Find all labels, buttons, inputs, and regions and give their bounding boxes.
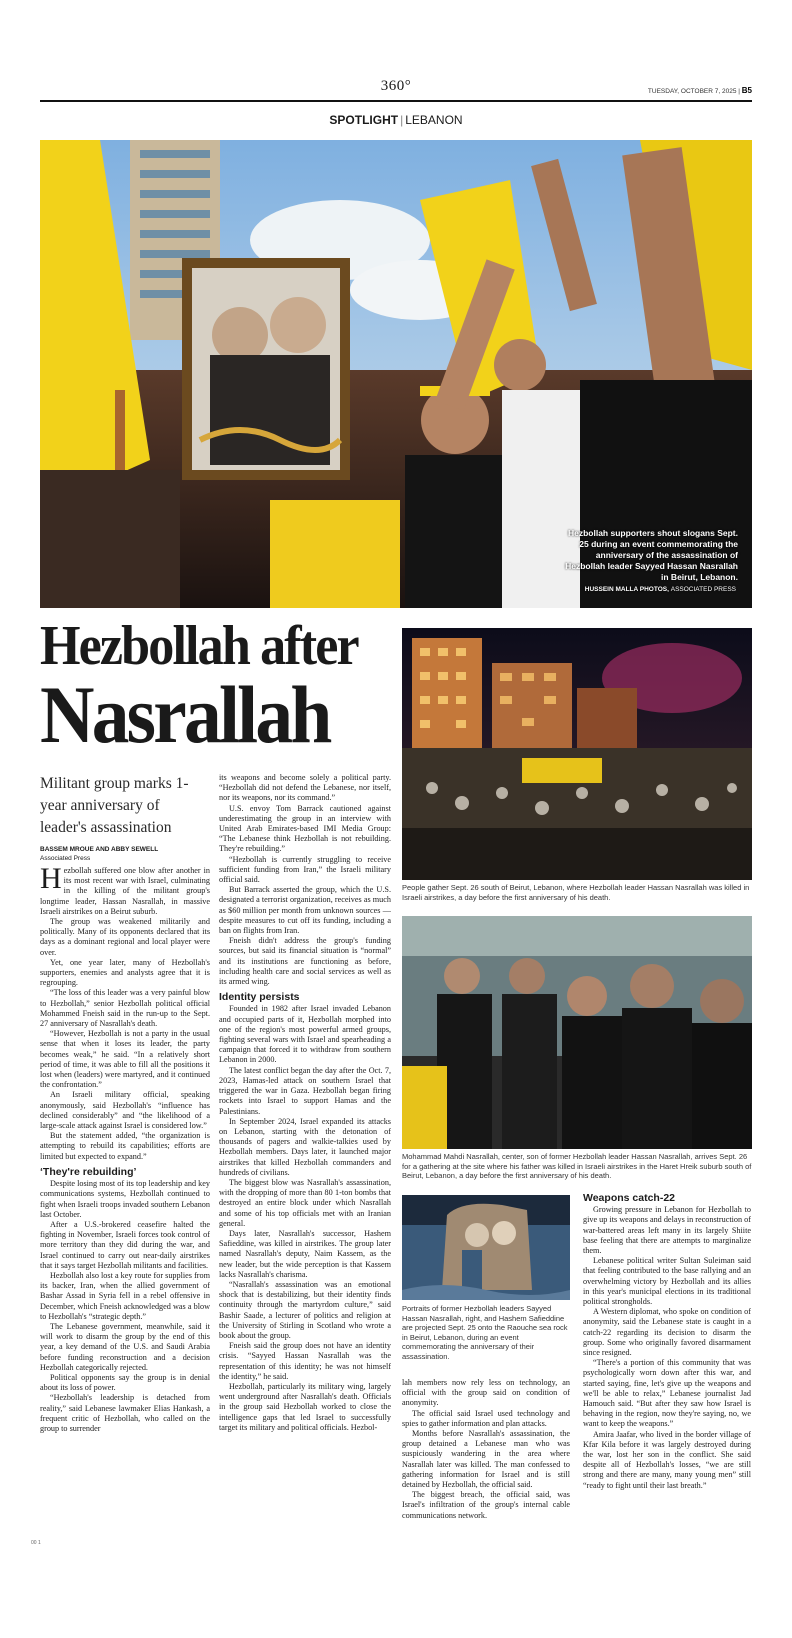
lead-paragraph-text: ezbollah suffered one blow after another in its most recent war with Israel, culminating in the killing of the militant group's longtime leader, Hassan Nasrallah, in massive Israeli airstrikes on a Beirut suburb. [40, 866, 210, 916]
article-paragraph: The biggest blow was Nasrallah's assassination, with the dropping of more than 80 1-ton bombs that destroyed an entire block under which Nasrallah and some of his top officials met with an Iranian general. [219, 1177, 391, 1228]
page-folio: 360° [380, 78, 412, 94]
dateline-divider: | [738, 88, 740, 95]
article-paragraph: Lebanese political writer Sultan Suleiman said that feeling contributed to the base rallying and an overwhelming victory by Hezbollah and its allies in this year's municipal elections in its traditional political strongholds. [583, 1256, 751, 1307]
article-paragraph: “There's a portion of this community that was psychologically worn down after this war, and started saying, fine, let's give up the weapons and we'll be able to relax,” Lebanese journalist Jad Hamouch said. “But after they saw how Israel is behaving in the region, now they're saying, no, we want to keep the weapons.” [583, 1358, 751, 1429]
article-paragraph: But Barrack asserted the group, which the U.S. designated a terrorist organization, receives as much as $60 million per month from unknown sources — despite measures to cut off its funding, including a ban on flights from Iran. [219, 885, 391, 936]
article-paragraph: Founded in 1982 after Israel invaded Lebanon and occupied parts of it, Hezbollah morphed into one of the region's most powerful armed groups, fighting several wars with Israel and spearheading a campaign that forced it to withdraw from southern Lebanon in 2000. [219, 1004, 391, 1065]
photo-son-arrives [402, 916, 752, 1149]
headline-line-1: Hezbollah after [40, 615, 358, 677]
article-paragraph: The latest conflict began the day after the Oct. 7, 2023, Hamas-led attack on southern Israel that triggered the war in Gaza. Hezbollah began firing rockets into Israel to support Hamas and the Palestinians. [219, 1065, 391, 1116]
photo-raouche-rock [402, 1195, 570, 1300]
subhead-rebuilding: ‘They're rebuilding’ [40, 1165, 137, 1178]
article-column-2 [219, 773, 391, 1542]
photo-credit-org: ASSOCIATED PRESS [670, 586, 736, 593]
article-paragraph: But the statement added, “the organization is attempting to rebuild its capabilities; efforts are limited but expected to expand.” [40, 1131, 210, 1161]
article-column-4 [583, 1193, 751, 1542]
subhead-identity: Identity persists [219, 991, 300, 1004]
article-paragraph: “Hezbollah's leadership is detached from reality,” said Lebanese lawmaker Elias Hankash, a frequent critic of Hezbollah, who called on the group to surrender [40, 1393, 210, 1433]
page-number: B5 [741, 86, 752, 95]
article-paragraph: Fneish said the group does not have an identity crisis. “Sayyed Hassan Nasrallah was the representation of this identity; he was not himself the identity,” he said. [219, 1341, 391, 1381]
article-paragraph: Hezbollah, particularly its military wing, largely went underground after Nasrallah's death. Officials in the group said Hezbollah worked to close the intelligence gaps that led Israel to successfully target its military and political officials. Hezbol- [219, 1381, 391, 1432]
article-paragraph: “Hezbollah is currently struggling to receive sufficient funding from Iran,” the Israeli military official said. [219, 854, 391, 885]
article-column-3 [402, 1378, 570, 1542]
section-label [0, 113, 792, 127]
article-paragraph [40, 866, 210, 917]
photo-caption-4: Portraits of former Hezbollah leaders Sayyed Hassan Nasrallah, right, and Hashem Safieddine are projected Sept. 25 onto the Raouche sea rock in Beirut, Lebanon, during an event commemorating the anniversary of their assassination. [402, 1304, 568, 1361]
photo-caption-3: Mohammad Mahdi Nasrallah, center, son of former Hezbollah leader Hassan Nasrallah, arrives Sept. 26 for a gathering at the site where his father was killed in Israeli airstrikes in the Haret Hreik suburb south of Beirut, Lebanon, a day before the first anniversary of his death. [402, 1152, 752, 1180]
article-paragraph: “The loss of this leader was a very painful blow to Hezbollah,” senior Hezbollah political official Mohammed Fneish said in the run-up to the Sept. 27 anniversary of Nasrallah's death. [40, 988, 210, 1029]
section-divider: | [400, 113, 404, 127]
article-paragraph: The Lebanese government, meanwhile, said it will work to disarm the group by the end of this year, a key demand of the U.S. and Saudi Arabia before funding reconstruction and a decision Hezbollah categorically rejected. [40, 1321, 210, 1372]
byline-org: Associated Press [40, 854, 91, 862]
photo-credit-name: HUSSEIN MALLA PHOTOS, [584, 586, 669, 593]
article-column-1 [40, 866, 210, 1542]
section-sub: LEBANON [405, 113, 463, 127]
subhead-weapons: Weapons catch-22 [583, 1193, 676, 1204]
article-paragraph: An Israeli military official, speaking anonymously, said Hezbollah's “influence has declined considerably” and “the likelihood of a large-scale attack against Israel is considered low.” [40, 1090, 210, 1131]
headline-line-2: Nasrallah [40, 669, 330, 760]
article-paragraph: The official said Israel used technology and spies to gather information and plan attacks. [402, 1408, 570, 1428]
article-paragraph: Political opponents say the group is in denial about its loss of power. [40, 1372, 210, 1393]
hero-credit [585, 586, 736, 593]
margin-code: 00 1 [31, 1540, 41, 1546]
article-paragraph: “Nasrallah's assassination was an emotional shock that is destabilizing, but their identity finds continuity through the martyrdom culture,” said Bashir Saade, a lecturer of politics and religion at the University of Stirling in Scotland who wrote a book about the group. [219, 1279, 391, 1340]
article-paragraph: Days later, Nasrallah's successor, Hashem Safieddine, was killed in airstrikes. The group later named Nasrallah's deputy, Naim Kassem, as the new leader, but the wide perception is that Kassem lacks Nasrallah's charisma. [219, 1228, 391, 1279]
hero-caption: Hezbollah supporters shout slogans Sept. 25 during an event commemorating the anniversary of the assassination of Hezbollah leader Sayyed Hassan Nasrallah in Beirut, Lebanon. [565, 528, 738, 582]
article-paragraph: its weapons and become solely a political party. “Hezbollah did not defend the Lebanese, nor itself, nor its weapons, nor its command.” [219, 773, 391, 803]
article-paragraph: Months before Nasrallah's assassination, the group detained a Lebanese man who was suspiciously wandering in the area where Nasrallah later was killed. The man confessed to gathering information for Israel and is still detained by Hezbollah, the official said. [402, 1429, 570, 1490]
article-paragraph: Amira Jaafar, who lived in the border village of Kfar Kila before it was largely destroyed during the war, lost her son in the conflict. She said despite all of Hezbollah's losses, “we are still strong and there are many, many young men” still “ready to fight until their last breath.” [583, 1429, 751, 1490]
header-rule [40, 100, 752, 102]
article-paragraph: Growing pressure in Lebanon for Hezbollah to give up its weapons and delays in reconstruction of war-battered areas left many in its largely Shiite base feeling that there are attempts to marginalize them. [583, 1205, 751, 1256]
photo-night-gathering [402, 628, 752, 880]
subheadline-dek: Militant group marks 1-year anniversary of leader's assassination [40, 775, 189, 836]
article-paragraph: After a U.S.-brokered ceasefire halted the fighting in November, Israeli forces took control of more territory than they did during the war, and Israel continued to carry out near-daily airstrikes that it says target Hezbollah militants and facilities. [40, 1219, 210, 1270]
article-paragraph: Yet, one year later, many of Hezbollah's supporters, enemies and analysts agree that it is regrouping. [40, 957, 210, 988]
drop-cap: H [40, 866, 62, 895]
article-paragraph: Despite losing most of its top leadership and key communications systems, Hezbollah continued to fight when Israeli troops invaded southern Lebanon last October. [40, 1179, 210, 1219]
article-paragraph: A Western diplomat, who spoke on condition of anonymity, said the Lebanese state is caught in a catch-22 regarding its decision to disarm the group. Some who originally favored disarmament since resigned. [583, 1307, 751, 1358]
article-paragraph: U.S. envoy Tom Barrack cautioned against underestimating the group in an interview with United Arab Emirates-based IMI Media Group: “The Lebanese think Hezbollah is not rebuilding. They're rebuilding.” [219, 803, 391, 854]
byline-authors: BASSEM MROUE AND ABBY SEWELL [40, 846, 159, 853]
article-paragraph: In September 2024, Israel expanded its attacks on Lebanon, starting with the detonation of thousands of pagers and walkie-talkies used by Hezbollah members. Days later, it launched major airstrikes that killed Hezbollah commanders and hundreds of civilians. [219, 1116, 391, 1177]
article-paragraph: lah members now rely less on technology, an official with the group said on condition of anonymity. [402, 1378, 570, 1408]
photo-caption-2: People gather Sept. 26 south of Beirut, Lebanon, where Hezbollah leader Hassan Nasrallah was killed in Israeli airstrikes, a day before the first anniversary of his death. [402, 883, 750, 902]
article-paragraph: The biggest breach, the official said, was Israel's infiltration of the group's internal cable communications network. [402, 1490, 570, 1520]
article-paragraph: Hezbollah also lost a key route for supplies from its backer, Iran, when the allied government of Bashar Assad in Syria fell in a rebel offensive in December, which Fneish acknowledged was a blow to Hezbollah's “strategic depth.” [40, 1270, 210, 1321]
issue-date: TUESDAY, OCTOBER 7, 2025 [647, 88, 737, 95]
byline [40, 846, 158, 863]
dateline [648, 86, 752, 95]
article-paragraph: Fneish didn't address the group's funding sources, but said its financial situation is “normal” and its institutions are functioning as before, including health care and social services as well as its armed wing. [219, 936, 391, 987]
section-name: SPOTLIGHT [329, 113, 399, 127]
article-paragraph: The group was weakened militarily and politically. Many of its opponents declared that its days as a dominant regional and local player were over. [40, 917, 210, 957]
article-paragraph: “However, Hezbollah is not a party in the usual sense that when it loses its leader, the party becomes weak,” he said. “In a relatively short period of time, it was able to fill all the positions it lost when (leaders) were martyred, and it continued the confrontation.” [40, 1029, 210, 1090]
